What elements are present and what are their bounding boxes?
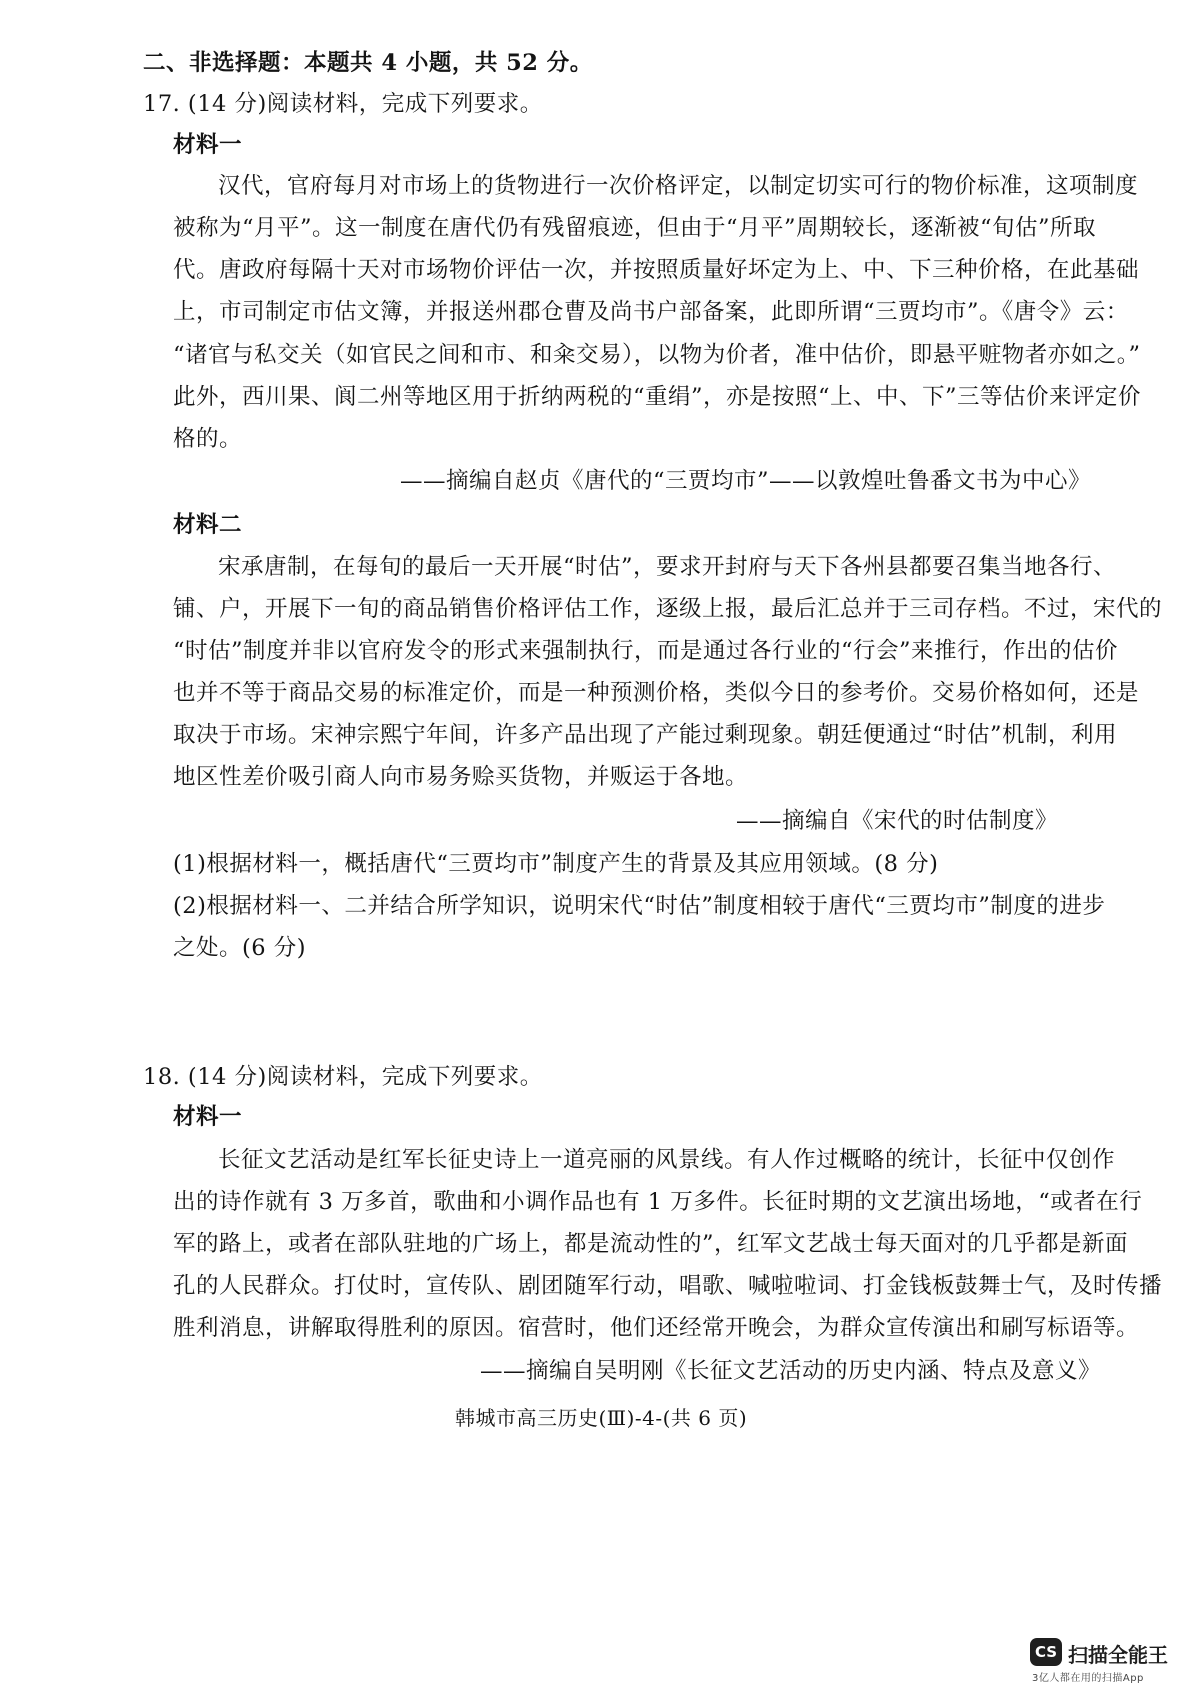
q18-stem: 18. (14 分)阅读材料，完成下列要求。 (143, 1064, 543, 1090)
q18-m1-line: 出的诗作就有 3 万多首，歌曲和小调作品也有 1 万多件。长征时期的文艺演出场地，“或者在行 (173, 1189, 1143, 1215)
q17-m2-line: 取决于市场。宋神宗熙宁年间，许多产品出现了产能过剩现象。朝廷便通过“时估”机制，利用 (173, 722, 1118, 748)
q18-m1-line: 胜利消息，讲解取得胜利的原因。宿营时，他们还经常开晚会，为群众宣传演出和刷写标语等。 (173, 1315, 1140, 1341)
q18-material1-source: ——摘编自吴明刚《长征文艺活动的历史内涵、特点及意义》 (480, 1358, 1102, 1384)
q17-m1-line: 被称为“月平”。这一制度在唐代仍有残留痕迹，但由于“月平”周期较长，逐渐被“旬估”所取 (173, 215, 1097, 241)
watermark-title: 扫描全能王 (1068, 1643, 1168, 1667)
q17-question-1: (1)根据材料一，概括唐代“三贾均市”制度产生的背景及其应用领域。(8 分) (173, 851, 939, 877)
q17-m1-line: 汉代，官府每月对市场上的货物进行一次价格评定，以制定切实可行的物价标准，这项制度 (218, 173, 1139, 199)
q17-m1-line: 上，市司制定市估文簿，并报送州郡仓曹及尚书户部备案，此即所谓“三贾均市”。《唐令》云： (173, 299, 1129, 325)
camscanner-logo-icon: CS (1030, 1638, 1062, 1666)
q17-m2-line: 铺、户，开展下一旬的商品销售价格评估工作，逐级上报，最后汇总并于三司存档。不过，宋代的 (173, 596, 1163, 622)
page-footer: 韩城市高三历史(Ⅲ)-4-(共 6 页) (455, 1406, 748, 1430)
q17-m1-line: 此外，西川果、阆二州等地区用于折纳两税的“重绢”，亦是按照“上、中、下”三等估价来评定价 (173, 384, 1142, 410)
q17-m2-line: 宋承唐制，在每旬的最后一天开展“时估”，要求开封府与天下各州县都要召集当地各行、 (218, 554, 1117, 580)
watermark-subtitle: 3亿人都在用的扫描App (1032, 1673, 1144, 1684)
q18-material1-label: 材料一 (173, 1104, 243, 1130)
q17-m1-line: 格的。 (173, 426, 243, 452)
q17-material1-source: ——摘编自赵贞《唐代的“三贾均市”——以敦煌吐鲁番文书为中心》 (400, 468, 1092, 494)
q17-m2-line: 地区性差价吸引商人向市易务赊买货物，并贩运于各地。 (173, 764, 749, 790)
q17-m1-line: 代。唐政府每隔十天对市场物价评估一次，并按照质量好坏定为上、中、下三种价格，在此基础 (173, 257, 1140, 283)
q17-material1-label: 材料一 (173, 132, 243, 158)
q17-m1-line: “诸官与私交关（如官民之间和市、和籴交易），以物为价者，准中估价，即悬平赃物者亦如之。” (173, 342, 1141, 368)
scanner-watermark (1030, 1638, 1180, 1682)
q17-question-2: (2)根据材料一、二并结合所学知识，说明宋代“时估”制度相较于唐代“三贾均市”制度的进步 (173, 893, 1106, 919)
q17-stem: 17. (14 分)阅读材料，完成下列要求。 (143, 91, 543, 117)
q17-question-2-cont: 之处。(6 分) (173, 935, 307, 961)
q17-material2-label: 材料二 (173, 512, 243, 538)
q18-m1-line: 孔的人民群众。打仗时，宣传队、剧团随军行动，唱歌、喊啦啦词、打金钱板鼓舞士气，及时传播 (173, 1273, 1163, 1299)
q18-m1-line: 长征文艺活动是红军长征史诗上一道亮丽的风景线。有人作过概略的统计，长征中仅创作 (218, 1147, 1116, 1173)
section-heading: 二、非选择题：本题共 4 小题，共 52 分。 (143, 50, 593, 76)
q17-material2-source: ——摘编自《宋代的时估制度》 (735, 808, 1058, 834)
q17-m2-line: 也并不等于商品交易的标准定价，而是一种预测价格，类似今日的参考价。交易价格如何，还是 (173, 680, 1140, 706)
q17-m2-line: “时估”制度并非以官府发令的形式来强制执行，而是通过各行业的“行会”来推行，作出的估价 (173, 638, 1119, 664)
q18-m1-line: 军的路上，或者在部队驻地的广场上，都是流动性的”，红军文艺战士每天面对的几乎都是新面 (173, 1231, 1129, 1257)
